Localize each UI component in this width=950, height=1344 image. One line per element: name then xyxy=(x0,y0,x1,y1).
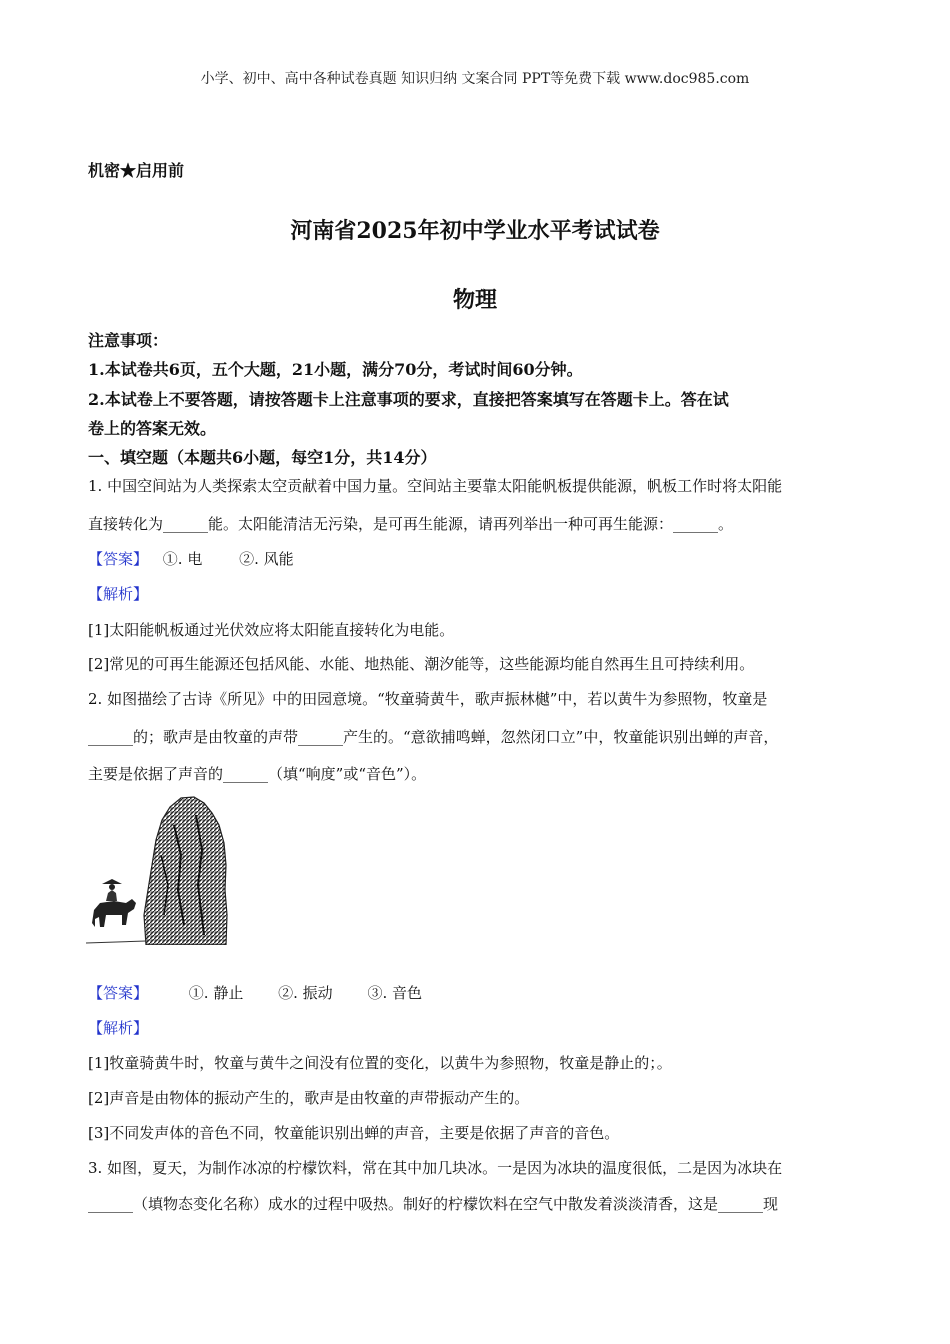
q1-analysis-tag: 【解析】 xyxy=(88,585,149,603)
q1-answer xyxy=(88,548,294,569)
q3-line-2: ______（填物态变化名称）成水的过程中吸热。制好的柠檬饮料在空气中散发着淡淡清香，这是______现 xyxy=(88,1195,779,1213)
q2-analysis-1: [1]牧童骑黄牛时，牧童与黄牛之间没有位置的变化，以黄牛为参照物，牧童是静止的；。 xyxy=(88,1054,672,1072)
notice-heading: 注意事项： xyxy=(88,331,169,350)
q2-answer xyxy=(88,982,422,1003)
q1-line-2: 直接转化为______能。太阳能清洁无污染，是可再生能源，请再列举出一种可再生能源：______。 xyxy=(88,515,734,533)
q2-answer-1: ①. 静止 xyxy=(188,984,244,1002)
q2-analysis-3: [3]不同发声体的音色不同，牧童能识别出蝉的声音，主要是依据了声音的音色。 xyxy=(88,1124,620,1142)
answer-tag: 【答案】 xyxy=(88,550,149,568)
q1-analysis-2: [2]常见的可再生能源还包括风能、水能、地热能、潮汐能等，这些能源均能自然再生且可持续利用。 xyxy=(88,655,755,673)
q1-answer-2: ②. 风能 xyxy=(239,550,294,568)
notice-item-1: 1.本试卷共6页，五个大题，21小题，满分70分，考试时间60分钟。 xyxy=(88,360,583,379)
q3-line-1: 3. 如图，夏天，为制作冰凉的柠檬饮料，常在其中加几块冰。一是因为冰块的温度很低，二是因为冰块在 xyxy=(88,1159,783,1177)
q2-analysis-tag: 【解析】 xyxy=(88,1019,149,1037)
secret-label: 机密★启用前 xyxy=(88,161,185,180)
q2-answer-2: ②. 振动 xyxy=(278,984,333,1002)
answer-tag: 【答案】 xyxy=(88,984,149,1002)
exam-title: 河南省2025年初中学业水平考试试卷 xyxy=(290,218,660,244)
q1-analysis-1: [1]太阳能帆板通过光伏效应将太阳能直接转化为电能。 xyxy=(88,621,455,639)
q1-line-1: 1. 中国空间站为人类探索太空贡献着中国力量。空间站主要靠太阳能帆板提供能源，帆板工作时将太阳能 xyxy=(88,477,783,495)
notice-item-2b: 卷上的答案无效。 xyxy=(88,419,217,438)
page-header: 小学、初中、高中各种试卷真题 知识归纳 文案合同 PPT等免费下载 www.doc985.com xyxy=(200,71,750,87)
q2-analysis-2: [2]声音是由物体的振动产生的，歌声是由牧童的声带振动产生的。 xyxy=(88,1089,530,1107)
pastoral-illustration xyxy=(86,795,231,945)
q2-line-1: 2. 如图描绘了古诗《所见》中的田园意境。“牧童骑黄牛，歌声振林樾”中，若以黄牛为参照物，牧童是 xyxy=(88,690,768,708)
q2-answer-3: ③. 音色 xyxy=(367,984,422,1002)
subject-title: 物理 xyxy=(452,287,497,313)
q1-answer-1: ①. 电 xyxy=(162,550,203,568)
notice-item-2a: 2.本试卷上不要答题，请按答题卡上注意事项的要求，直接把答案填写在答题卡上。答在试 xyxy=(88,390,729,409)
section-1-heading: 一、填空题（本题共6小题，每空1分，共14分） xyxy=(88,448,437,467)
q2-line-2: ______的；歌声是由牧童的声带______产生的。“意欲捕鸣蝉，忽然闭口立”中，牧童能识别出蝉的声音， xyxy=(88,728,779,746)
q2-line-3: 主要是依据了声音的______（填“响度”或“音色”）。 xyxy=(88,765,427,783)
